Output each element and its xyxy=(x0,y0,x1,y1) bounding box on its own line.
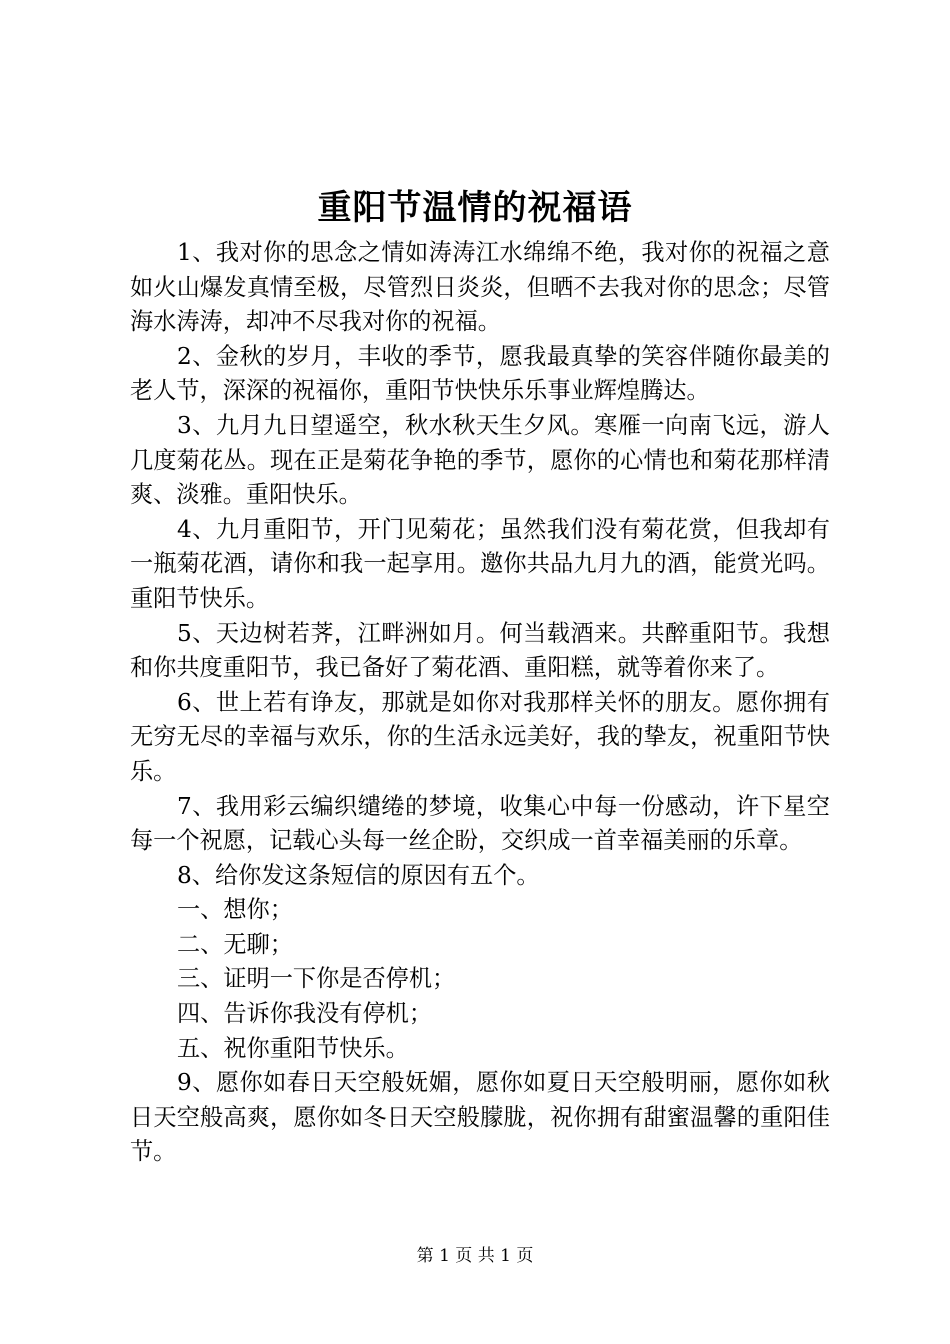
document-body xyxy=(130,236,830,1170)
paragraph-7: 7、我用彩云编织缱绻的梦境，收集心中每一份感动，许下星空每一个祝愿，记载心头每一丝企盼，交织成一首幸福美丽的乐章。 xyxy=(130,792,830,855)
paragraph-4: 4、九月重阳节，开门见菊花；虽然我们没有菊花赏，但我却有一瓶菊花酒，请你和我一起享用。邀你共品九月九的酒，能赏光吗。重阳节快乐。 xyxy=(130,515,830,612)
document-title: 重阳节温情的祝福语 xyxy=(317,188,633,228)
list-item-1: 一、想你； xyxy=(177,896,293,924)
paragraph-2: 2、金秋的岁月，丰收的季节，愿我最真挚的笑容伴随你最美的老人节，深深的祝福你，重阳节快快乐乐事业辉煌腾达。 xyxy=(130,342,830,405)
paragraph-1: 1、我对你的思念之情如涛涛江水绵绵不绝，我对你的祝福之意如火山爆发真情至极，尽管烈日炎炎，但晒不去我对你的思念；尽管海水涛涛，却冲不尽我对你的祝福。 xyxy=(130,239,830,336)
list-item-4: 四、告诉你我没有停机； xyxy=(177,1000,433,1028)
paragraph-8: 8、给你发这条短信的原因有五个。 xyxy=(177,861,540,889)
paragraph-3: 3、九月九日望遥空，秋水秋天生夕风。寒雁一向南飞远，游人几度菊花丛。现在正是菊花争艳的季节，愿你的心情也和菊花那样清爽、淡雅。重阳快乐。 xyxy=(130,411,830,509)
paragraph-6: 6、世上若有诤友，那就是如你对我那样关怀的朋友。愿你拥有无穷无尽的幸福与欢乐，你的生活永远美好，我的挚友，祝重阳节快乐。 xyxy=(130,688,830,785)
page-footer: 第 1 页 共 1 页 xyxy=(416,1246,534,1266)
list-item-5: 五、祝你重阳节快乐。 xyxy=(177,1034,409,1062)
list-item-2: 二、无聊； xyxy=(177,930,293,958)
list-item-3: 三、证明一下你是否停机； xyxy=(177,965,456,993)
paragraph-5: 5、天边树若荠，江畔洲如月。何当载酒来。共醉重阳节。我想和你共度重阳节，我已备好了菊花酒、重阳糕，就等着你来了。 xyxy=(130,619,830,682)
paragraph-9: 9、愿你如春日天空般妩媚，愿你如夏日天空般明丽，愿你如秋日天空般高爽，愿你如冬日天空般朦胧，祝你拥有甜蜜温馨的重阳佳节。 xyxy=(130,1069,830,1166)
